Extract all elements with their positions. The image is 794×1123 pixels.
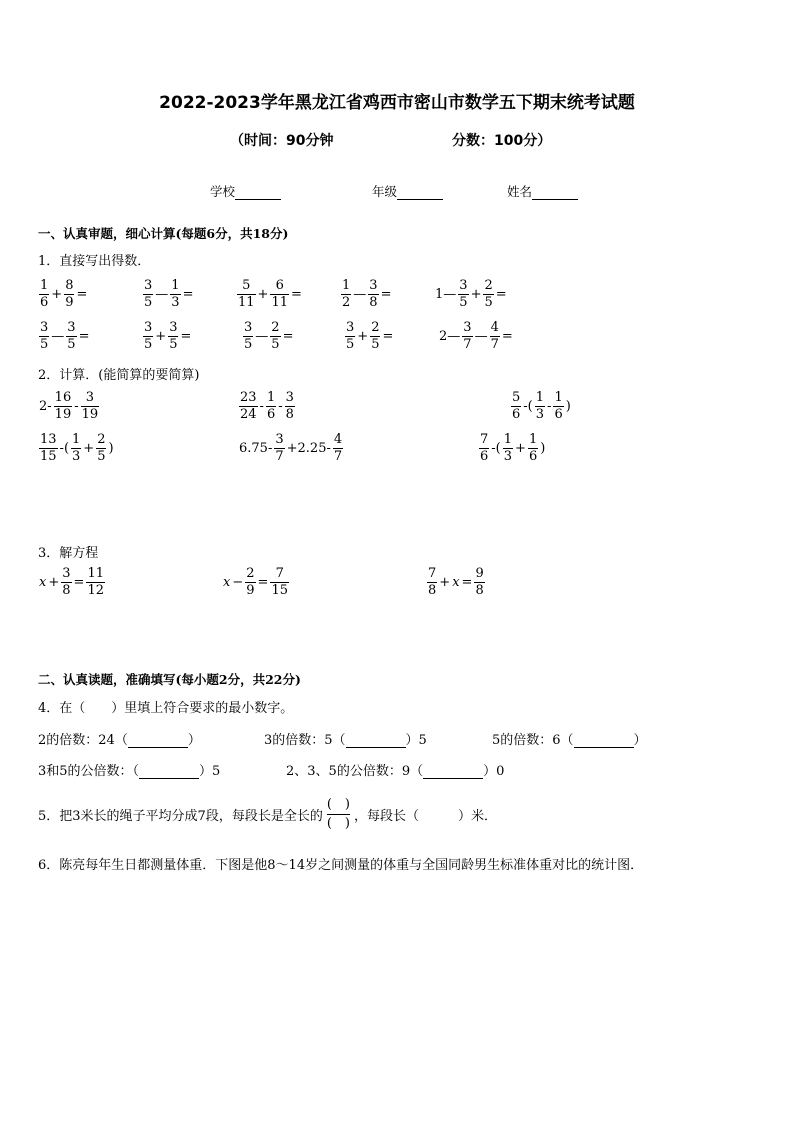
q5-fraction-denominator: ( ) (326, 816, 350, 831)
operator: = (182, 287, 194, 302)
q1-item (236, 278, 303, 311)
fraction (239, 390, 258, 423)
operator: = (461, 575, 473, 590)
operator: — (353, 287, 367, 302)
fraction (270, 566, 289, 599)
numerator: 8 (65, 278, 74, 293)
numerator: 11 (87, 566, 104, 581)
denominator: 6 (554, 407, 563, 422)
operator: = (380, 287, 392, 302)
fraction (54, 390, 73, 423)
fraction (528, 432, 538, 465)
denominator: 3 (503, 449, 513, 464)
fraction (237, 278, 256, 311)
q3-item (222, 566, 290, 599)
denominator: 7 (490, 337, 499, 352)
q1-item (438, 320, 514, 353)
denominator: 24 (240, 407, 257, 422)
numerator: 6 (270, 278, 289, 295)
name-field (507, 182, 578, 200)
operator: + (470, 287, 482, 302)
fraction (143, 278, 153, 311)
q1-item (142, 278, 194, 311)
grade-label: 年级 (372, 184, 398, 199)
grade-field (372, 182, 443, 200)
denominator: 3 (171, 295, 180, 310)
fraction (553, 390, 563, 423)
fraction (71, 432, 81, 465)
q1-item (38, 320, 90, 353)
operator: = (73, 575, 85, 590)
operator: - (278, 399, 283, 414)
operator: - (74, 399, 79, 414)
fraction (345, 320, 355, 353)
operator: — (155, 287, 169, 302)
numerator: 2 (271, 320, 280, 335)
name-label: 姓名 (507, 184, 533, 199)
q1-label: 1．直接写出得数． (38, 254, 151, 269)
denominator: 8 (475, 583, 484, 598)
denominator: 6 (40, 295, 49, 310)
denominator: 19 (54, 407, 72, 422)
denominator: 5 (67, 337, 76, 352)
operator: -( (491, 441, 501, 456)
fraction (243, 320, 253, 353)
operator: = (78, 329, 90, 344)
denominator: 3 (535, 407, 545, 422)
variable: x (223, 575, 231, 590)
operator: ) (540, 441, 546, 456)
fraction (96, 432, 106, 465)
q4-blank-item (492, 729, 647, 748)
fraction (333, 432, 343, 465)
numerator: 3 (346, 320, 355, 335)
fraction (39, 278, 49, 311)
denominator: 6 (512, 407, 521, 422)
operator: — (51, 329, 65, 344)
q4-pre: 3的倍数：5（ (264, 733, 346, 748)
q3-item (38, 566, 106, 599)
operator: = (291, 287, 302, 302)
fraction (270, 320, 280, 353)
fraction (285, 390, 295, 423)
operator: + (357, 329, 369, 344)
numerator: 7 (270, 566, 289, 583)
q2-item (38, 432, 115, 465)
fraction (511, 390, 521, 423)
q1-item (340, 278, 392, 311)
operator: ) (565, 399, 571, 414)
fraction (266, 390, 276, 423)
q1-item (38, 278, 88, 311)
q4-blank-item (38, 760, 220, 779)
operator: 2- (39, 399, 52, 414)
denominator: 11 (238, 295, 255, 310)
fraction (64, 278, 74, 311)
denominator: 5 (371, 337, 380, 352)
denominator: 9 (65, 295, 74, 310)
denominator: 6 (480, 449, 489, 464)
section2-heading: 二、认真读题，准确填写(每小题2分，共22分) (38, 672, 301, 687)
fraction (490, 320, 500, 353)
numerator: 3 (369, 278, 378, 293)
q5-post: ，每段长（ ）米． (353, 809, 497, 824)
variable: x (39, 575, 47, 590)
answer-blank[interactable] (346, 735, 406, 748)
fraction (39, 432, 58, 465)
numerator: 7 (428, 566, 437, 581)
exam-time: （时间：90分钟 (230, 133, 334, 149)
q5-fraction-blank[interactable] (327, 796, 350, 833)
numerator: 1 (554, 390, 563, 405)
q4-post: ）5 (405, 733, 427, 748)
operator: − (232, 575, 244, 590)
exam-score: 分数：100分） (452, 133, 552, 149)
denominator: 5 (346, 337, 355, 352)
denominator: 9 (246, 583, 255, 598)
numerator: 1 (528, 432, 538, 447)
q4-label: 4．在（ ）里填上符合要求的最小数字。 (38, 701, 294, 716)
q2-item (238, 390, 296, 423)
school-label: 学校 (210, 184, 236, 199)
numerator: 1 (535, 390, 545, 405)
q1-item (434, 278, 508, 311)
school-field (210, 182, 281, 200)
section1-heading: 一、认真审题，细心计算(每题6分，共18分) (38, 226, 289, 241)
numerator: 3 (169, 320, 178, 335)
q2-item (238, 432, 344, 465)
numerator: 3 (144, 320, 153, 335)
denominator: 12 (87, 583, 104, 598)
q4-blank-item (38, 729, 201, 748)
name-blank[interactable] (532, 187, 578, 200)
denominator: 15 (40, 449, 57, 464)
school-blank[interactable] (235, 187, 281, 200)
q4-post: ）5 (199, 764, 221, 779)
denominator: 8 (285, 407, 294, 422)
numerator: 3 (285, 390, 294, 405)
fraction (61, 566, 71, 599)
operator: — (255, 329, 269, 344)
q2-label: 2．计算．(能简算的要简算) (38, 368, 200, 383)
numerator: 3 (62, 566, 71, 581)
denominator: 8 (369, 295, 378, 310)
operator: = (257, 575, 269, 590)
fraction (86, 566, 105, 599)
operator: + (515, 441, 526, 456)
denominator: 5 (271, 337, 280, 352)
operator: = (501, 329, 513, 344)
fraction (458, 278, 468, 311)
operator: + (257, 287, 269, 302)
denominator: 5 (244, 337, 253, 352)
denominator: 5 (459, 295, 468, 310)
denominator: 7 (333, 449, 343, 464)
denominator: 5 (484, 295, 493, 310)
operator: 6.75- (239, 441, 273, 456)
numerator: 1 (503, 432, 513, 447)
fraction (66, 320, 76, 353)
operator: ) (108, 441, 114, 456)
fraction (503, 432, 513, 465)
numerator: 13 (40, 432, 57, 447)
denominator: 15 (271, 583, 288, 598)
operator: + (83, 441, 95, 456)
denominator: 19 (81, 407, 99, 422)
operator: -( (59, 441, 70, 456)
operator: + (155, 329, 167, 344)
q3-label: 3．解方程 (38, 546, 99, 561)
fraction (270, 278, 289, 311)
denominator: 8 (62, 583, 71, 598)
numerator: 2 (97, 432, 106, 447)
fraction (143, 320, 153, 353)
fraction (81, 390, 100, 423)
q6-text: 6．陈亮每年生日都测量体重．下图是他8～14岁之间测量的体重与全国同龄男生标准体重对比的统计图． (38, 858, 644, 873)
operator: = (76, 287, 88, 302)
fraction (245, 566, 255, 599)
q4-post: ） (187, 733, 201, 748)
denominator: 6 (266, 407, 276, 422)
numerator: 2 (484, 278, 493, 293)
q5-fraction-numerator: ( ) (327, 796, 350, 815)
denominator: 7 (275, 449, 284, 464)
operator: = (180, 329, 192, 344)
q3-item (426, 566, 486, 599)
q4-blank-item (286, 760, 504, 779)
operator: - (259, 399, 264, 414)
numerator: 3 (67, 320, 76, 335)
q4-pre: 2的倍数：24（ (38, 733, 128, 748)
operator: +2.25- (286, 441, 331, 456)
operator: — (474, 329, 488, 344)
operator: + (439, 575, 451, 590)
denominator: 6 (528, 449, 538, 464)
q2-item (38, 390, 100, 423)
numerator: 3 (244, 320, 253, 335)
operator: - (547, 399, 552, 414)
operator: + (51, 287, 63, 302)
operator: 1— (435, 287, 457, 302)
fraction (479, 432, 489, 465)
fraction (341, 278, 351, 311)
denominator: 5 (97, 449, 106, 464)
q5-pre: 5．把3米长的绳子平均分成7段，每段长是全长的 (38, 809, 323, 824)
fraction (427, 566, 437, 599)
operator: 2— (439, 329, 461, 344)
q5 (38, 796, 497, 833)
numerator: 3 (463, 320, 472, 335)
numerator: 1 (72, 432, 81, 447)
denominator: 8 (428, 583, 437, 598)
numerator: 3 (144, 278, 153, 293)
denominator: 5 (40, 337, 49, 352)
page-title: 2022-2023学年黑龙江省鸡西市密山市数学五下期末统考试题 (159, 93, 635, 113)
denominator: 11 (271, 295, 288, 310)
variable: x (452, 575, 460, 590)
numerator: 4 (333, 432, 343, 447)
numerator: 2 (246, 566, 255, 581)
q4-blank-item (264, 729, 427, 748)
q1-item (242, 320, 294, 353)
q1-item (142, 320, 192, 353)
numerator: 4 (490, 320, 499, 335)
q2-item (478, 432, 546, 465)
fraction (462, 320, 472, 353)
denominator: 3 (72, 449, 81, 464)
answer-blank[interactable] (423, 766, 483, 779)
denominator: 2 (342, 295, 351, 310)
grade-blank[interactable] (397, 187, 443, 200)
numerator: 1 (171, 278, 180, 293)
operator: = (382, 329, 394, 344)
fraction (170, 278, 180, 311)
q4-post: ） (633, 733, 647, 748)
numerator: 1 (342, 278, 351, 293)
fraction (474, 566, 484, 599)
q4-post: ）0 (483, 764, 505, 779)
numerator: 3 (275, 432, 284, 447)
numerator: 2 (371, 320, 380, 335)
answer-blank[interactable] (128, 735, 188, 748)
fraction (274, 432, 284, 465)
numerator: 5 (237, 278, 256, 295)
operator: -( (523, 399, 533, 414)
numerator: 3 (81, 390, 100, 407)
operator: = (495, 287, 507, 302)
numerator: 3 (459, 278, 468, 293)
answer-blank[interactable] (574, 735, 634, 748)
denominator: 5 (144, 295, 153, 310)
numerator: 5 (512, 390, 521, 405)
q4-pre: 5的倍数：6（ (492, 733, 574, 748)
fraction (370, 320, 380, 353)
q4-pre: 3和5的公倍数：（ (38, 764, 140, 779)
fraction (535, 390, 545, 423)
numerator: 1 (40, 278, 49, 293)
fraction (168, 320, 178, 353)
numerator: 1 (266, 390, 276, 405)
denominator: 7 (463, 337, 472, 352)
answer-blank[interactable] (139, 766, 199, 779)
numerator: 9 (475, 566, 484, 581)
numerator: 23 (240, 390, 257, 405)
fraction (39, 320, 49, 353)
q4-pre: 2、3、5的公倍数：9（ (286, 764, 424, 779)
fraction (483, 278, 493, 311)
fraction (368, 278, 378, 311)
numerator: 7 (480, 432, 489, 447)
numerator: 16 (54, 390, 72, 405)
q2-item (510, 390, 572, 423)
denominator: 5 (144, 337, 153, 352)
operator: + (48, 575, 60, 590)
numerator: 3 (40, 320, 49, 335)
denominator: 5 (169, 337, 178, 352)
q1-item (344, 320, 394, 353)
operator: = (282, 329, 294, 344)
